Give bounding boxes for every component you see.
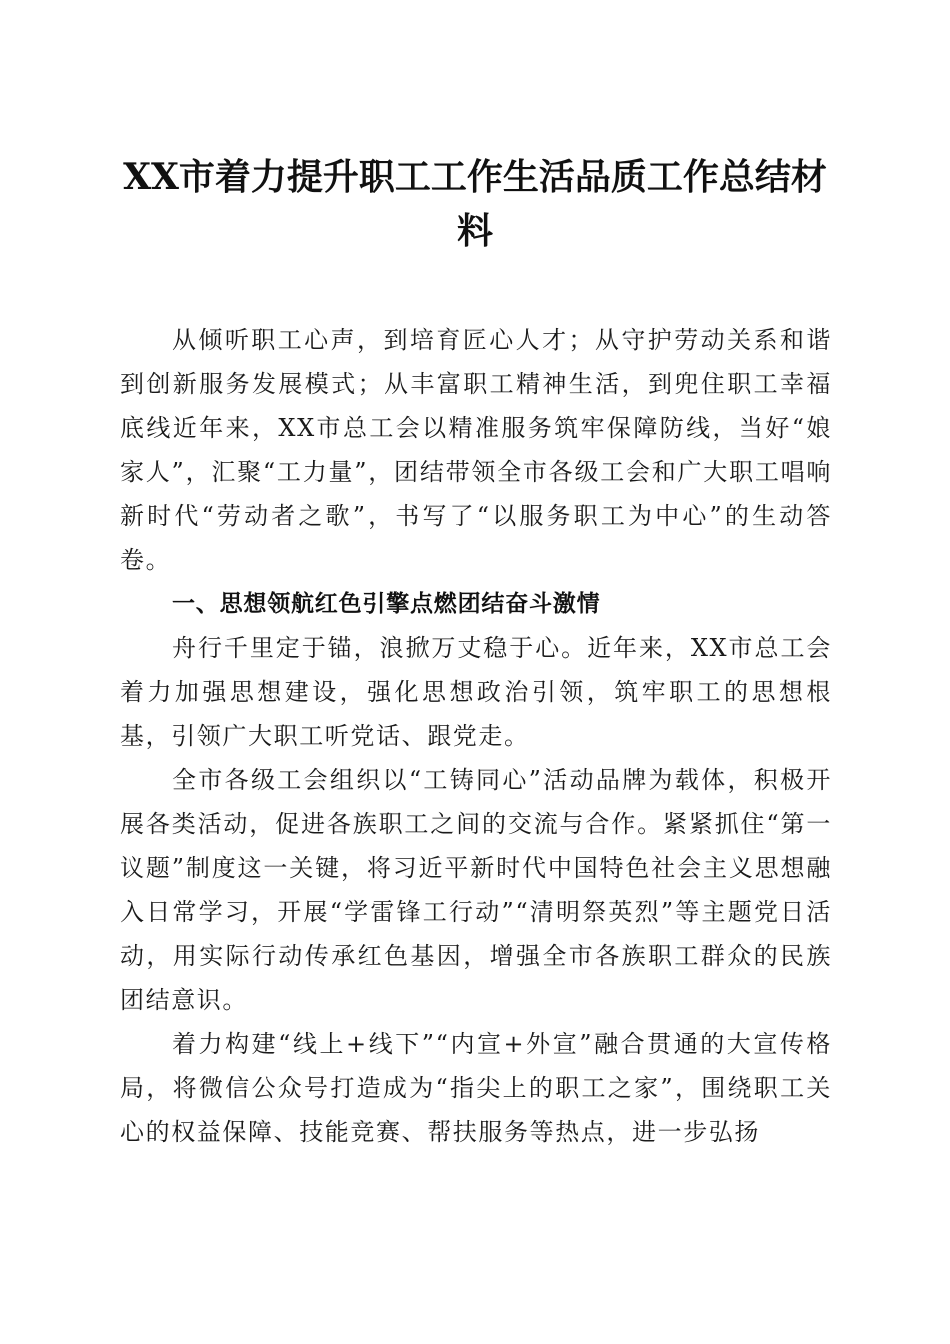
section-heading-1: 一、思想领航红色引擎点燃团结奋斗激情	[172, 591, 601, 617]
body-paragraph: 舟行千里定于锚，浪掀万丈稳于心。近年来，XX市总工会着力加强思想建设，强化思想政治引领，筑牢职工的思想根基，引领广大职工听党话、跟党走。	[120, 634, 832, 750]
document-title: XX市着力提升职工工作生活品质工作总结材料	[123, 156, 827, 252]
body-paragraph: 全市各级工会组织以“工铸同心”活动品牌为载体，积极开展各类活动，促进各族职工之间的交流与合作。紧紧抓住“第一议题”制度这一关键，将习近平新时代中国特色社会主义思想融入日常学习，开展“学雷锋工行动”“清明祭英烈”等主题党日活动，用实际行动传承红色基因，增强全市各族职工群众的民族团结意识。	[120, 766, 832, 1014]
document-body	[120, 318, 832, 1154]
body-paragraph: 着力构建“线上+线下”“内宣+外宣”融合贯通的大宣传格局，将微信公众号打造成为“指尖上的职工之家”，围绕职工关心的权益保障、技能竞赛、帮扶服务等热点，进一步弘扬	[120, 1030, 832, 1146]
intro-paragraph: 从倾听职工心声，到培育匠心人才；从守护劳动关系和谐到创新服务发展模式；从丰富职工精神生活，到兜住职工幸福底线近年来，XX市总工会以精准服务筑牢保障防线，当好“娘家人”，汇聚“工力量”，团结带领全市各级工会和广大职工唱响新时代“劳动者之歌”，书写了“以服务职工为中心”的生动答卷。	[120, 326, 832, 574]
